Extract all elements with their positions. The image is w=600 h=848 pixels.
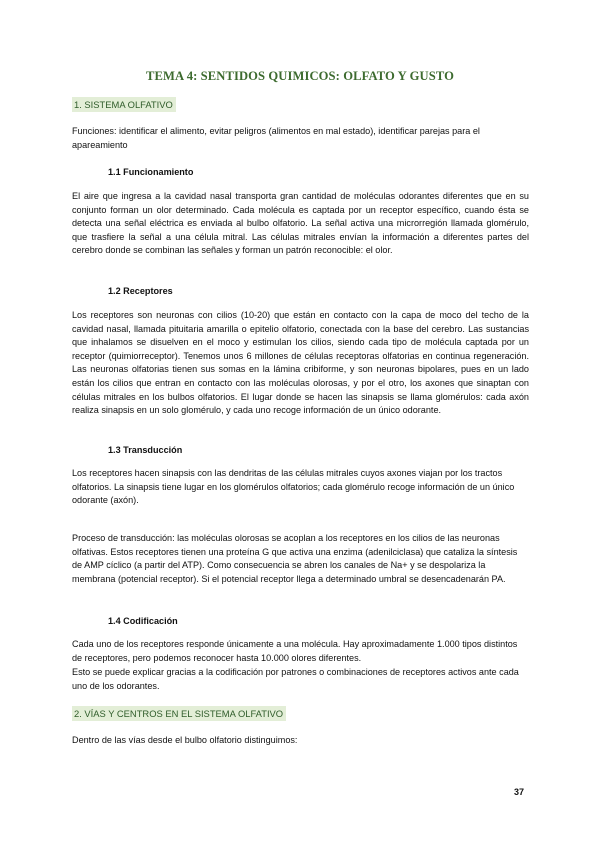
receptores-paragraph: Los receptores son neuronas con cilios (10-20) que están en contacto con la capa de moco del techo de la cavidad nasal, llamada pituitaria amarilla o epitelio olfatorio, conectada con la base del cerebro. Las sustancias que inhalamos se disuelven en el moco y estimulan los cilios, siendo cada tipo de molécula captada por un receptor (quimiorreceptor). Tenemos unos 6 millones de células receptoras olfatorias en continua regeneración. Las neuronas olfatorias tienen sus somas en la lámina cribiforme, y son neuronas bipolares, pues en un lado están los cilios que entran en contacto con las moléculas olorosas, y por el otro, los axones que sinaptan con células mitrales en los bulbos olfatorios. El lugar donde se hacen las sinapsis se llama glomérulos: cada axón realiza sinapsis en un solo glomérulo, y cada uno recoge información de un único odorante. bbox=[72, 310, 529, 416]
functions-paragraph: Funciones: identificar el alimento, evitar peligros (alimentos en mal estado), identificar parejas para el apareamiento bbox=[72, 126, 480, 150]
funcionamiento-paragraph: El aire que ingresa a la cavidad nasal transporta gran cantidad de moléculas odorantes diferentes que en su conjunto forman un olor determinado. Cada molécula es captada por un receptor específico, cuando ésta se detecta una señal eléctrica es enviada al bulbo olfatorio. La señal activa una microrregión llamada glomérulo, que trasfiere la señal a una célula mitral. Las células mitrales envían la información a diferentes partes del cerebro donde se combinan las señales y forman un patrón reconocible: el olor. bbox=[72, 191, 529, 256]
subsection-heading-funcionamiento: 1.1 Funcionamiento bbox=[108, 167, 194, 177]
transduccion-paragraph-2: Proceso de transducción: las moléculas olorosas se acoplan a los receptores en los cilios de las neuronas olfativas. Estos receptores tienen una proteína G que activa una enzima (adenilciclasa) que cataliza la síntesis de AMP cíclico (a partir del ATP). Como consecuencia se abren los canales de Na+ y se despolariza la membrana (potencial receptor). Si el potencial receptor llega a determinado umbral se desencadenarán PA. bbox=[72, 533, 518, 584]
section-heading-sistema-olfativo: 1. SISTEMA OLFATIVO bbox=[72, 97, 176, 112]
codificacion-paragraph-1: Cada uno de los receptores responde únicamente a una molécula. Hay aproximadamente 1.000 tipos distintos de receptores, pero podemos reconocer hasta 10.000 olores diferentes. bbox=[72, 639, 518, 663]
subsection-heading-codificacion: 1.4 Codificación bbox=[108, 616, 178, 626]
section-heading-vias-y-centros: 2. VÍAS Y CENTROS EN EL SISTEMA OLFATIVO bbox=[72, 706, 286, 721]
codificacion-paragraph-2: Esto se puede explicar gracias a la codificación por patrones o combinaciones de receptores activos ante cada uno de los odorantes. bbox=[72, 667, 519, 691]
subsection-heading-transduccion: 1.3 Transducción bbox=[108, 445, 183, 455]
subsection-heading-receptores: 1.2 Receptores bbox=[108, 286, 173, 296]
transduccion-paragraph-1: Los receptores hacen sinapsis con las dendritas de las células mitrales cuyos axones viajan por los tractos olfatorios. La sinapsis tiene lugar en los glomérulos olfatorios; cada glomérulo recoge información de un único odorante (axón). bbox=[72, 468, 515, 506]
page-number: 37 bbox=[514, 787, 525, 797]
page-title: TEMA 4: SENTIDOS QUIMICOS: OLFATO Y GUSTO bbox=[145, 69, 455, 83]
vias-intro-paragraph: Dentro de las vías desde el bulbo olfatorio distinguimos: bbox=[72, 735, 298, 745]
